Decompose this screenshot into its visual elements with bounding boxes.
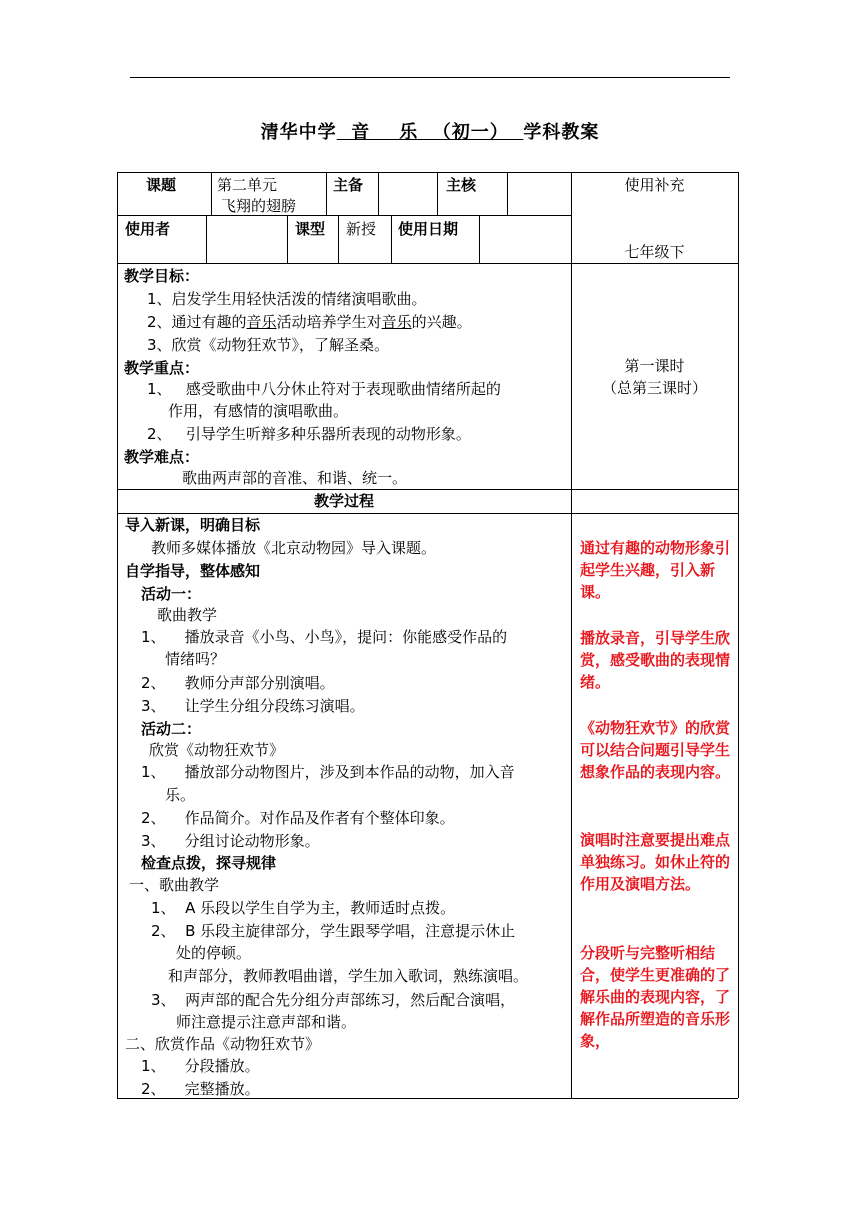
process-line: 2、 完整播放。 [141,1080,260,1098]
process-line: 欣赏《动物狂欢节》 [149,741,285,759]
teaching-note: 分段听与完整听相结合，使学生更准确的了解乐曲的表现内容，了解作品所塑造的音乐形象， [580,944,731,1050]
process-line: 导入新课，明确目标 [125,516,261,534]
process-line: 2、 B 乐段主旋律部分，学生跟琴学唱，注意提示休止 [151,922,516,940]
process-line: 和声部分，教师教唱曲谱，学生加入歌词，熟练演唱。 [168,967,529,985]
objective-1: 1、启发学生用轻快活泼的情绪演唱歌曲。 [147,290,427,308]
process-line: 活动二： [141,720,202,738]
supplement-label: 使用补充 [624,176,685,194]
preparer-label: 主备 [333,176,364,194]
grade-value: 七年级下 [624,243,685,261]
objective-2-part3: 的兴趣。 [411,313,472,331]
topic-label: 课题 [146,176,177,194]
process-line: 1、 分段播放。 [141,1057,260,1075]
objective-3: 3、欣赏《动物狂欢节》，了解圣桑。 [147,336,390,354]
process-line: 3、 两声部的配合先分组分声部练习，然后配合演唱， [151,991,516,1009]
objective-2-part2: 活动培养学生对 [276,313,382,331]
process-line: 教师多媒体播放《北京动物园》导入课题。 [151,539,437,557]
process-line: 二、欣赏作品《动物狂欢节》 [125,1035,321,1053]
key-points-heading: 教学重点： [124,359,200,377]
process-line: 3、 分组讨论动物形象。 [141,832,320,850]
process-line: 歌曲教学 [157,606,218,624]
subject-name: 音 乐 （初一） [336,122,524,143]
school-name: 清华中学 [260,122,337,143]
key-point-1-line1: 1、 感受歌曲中八分休止符对于表现歌曲情绪所起的 [147,380,501,398]
key-point-2: 2、 引导学生听辩多种乐器所表现的动物形象。 [147,425,471,443]
objective-2 [147,311,472,333]
process-line: 检查点拨，探寻规律 [141,854,277,872]
process-line: 1、 播放部分动物图片，涉及到本作品的动物，加入音 [141,763,515,781]
process-line: 一、歌曲教学 [129,876,220,894]
process-line: 1、 A 乐段以学生自学为主，教师适时点拨。 [151,899,456,917]
process-line: 3、 让学生分组分段练习演唱。 [141,697,365,715]
teaching-note: 通过有趣的动物形象引起学生兴趣，引入新课。 [580,539,731,601]
difficulty-text: 歌曲两声部的音准、和谐、统一。 [182,469,408,487]
objective-2-music1: 音乐 [246,313,277,331]
type-label: 课型 [295,220,326,238]
reviewer-label: 主核 [446,176,477,194]
title-suffix: 学科教案 [523,122,600,143]
objective-2-part1: 2、通过有趣的 [147,313,247,331]
process-line: 2、 作品简介。对作品及作者有个整体印象。 [141,809,455,827]
teaching-note: 《动物狂欢节》的欣赏可以结合问题引导学生想象作品的表现内容。 [580,719,731,781]
key-point-1-line2: 作用，有感情的演唱歌曲。 [168,402,349,420]
user-label: 使用者 [125,220,171,238]
top-rule [130,77,730,78]
lesson-total: （总第三课时） [601,379,707,397]
process-line: 活动一： [141,585,202,603]
topic-value-line1: 第二单元 [217,176,278,194]
difficulty-heading: 教学难点： [124,448,200,466]
date-label: 使用日期 [398,220,459,238]
process-heading: 教学过程 [313,492,374,510]
topic-value-line2: 飞翔的翅膀 [221,197,297,215]
objective-2-music2: 音乐 [381,313,412,331]
document-title [0,118,860,144]
process-line: 2、 教师分声部分别演唱。 [141,674,335,692]
objectives-heading: 教学目标： [124,267,200,285]
teaching-note: 演唱时注意要提出难点单独练习。如休止符的作用及演唱方法。 [580,831,731,893]
process-line: 处的停顿。 [176,944,252,962]
process-line: 乐。 [165,786,196,804]
process-line: 1、 播放录音《小鸟、小鸟》，提问：你能感受作品的 [141,628,508,646]
process-line: 自学指导，整体感知 [125,562,261,580]
type-value: 新授 [346,220,377,238]
process-line: 师注意提示注意声部和谐。 [176,1013,357,1031]
teaching-note: 播放录音，引导学生欣赏，感受歌曲的表现情绪。 [580,629,731,691]
lesson-number: 第一课时 [624,357,685,375]
process-line: 情绪吗？ [165,650,226,668]
